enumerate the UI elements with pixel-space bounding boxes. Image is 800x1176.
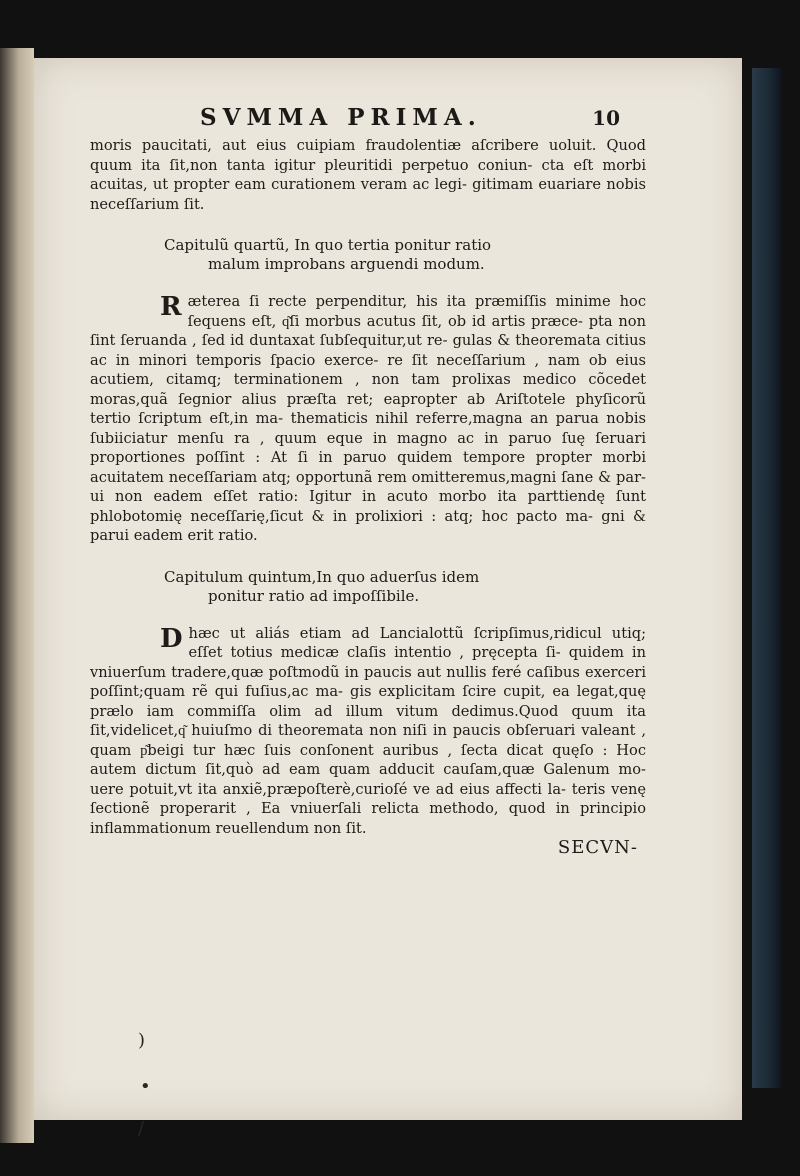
chapter-4-heading <box>90 236 646 274</box>
paragraph-1: moris paucitati, aut eius cuipiam fraudolentiæ aſcribere uoluit. Quod quum ita ſit,non tanta igitur pleuritidi perpetuo coniun- cta eſt morbi acuitas, ut propter eam curationem veram ac legi- gitimam euariare nobis neceſſarium ſit. <box>90 137 646 213</box>
page-number: 10 <box>592 106 620 130</box>
paragraph-3 <box>90 624 646 839</box>
paragraph-2-text: æterea ſi recte perpenditur, his ita præmiſſis minime hoc ſequens eſt, q͂ſi morbus acutus ſit, ob id artis præce- pta non ſint ſeruanda , ſed id duntaxat ſubſequitur,ut re- gulas & theoremata citius ac in minori temporis ſpacio exerce- re ſit neceſſarium , nam ob eius acutiem, citamq; terminationem , non tam prolixas medico cõcedet moras,quã ſegnior alius præſta ret; eapropter ab Ariſtotele phyſicorũ tertio ſcriptum eſt,in ma- thematicis nihil referre,magna an parua nobis ſubiiciatur menſu ra , quum eque in magno ac in paruo ſuę ſeruari proportiones poſſint : At ſi in paruo quidem tempore propter morbi acuitatem neceſſariam atq; opportunã rem omitteremus,magni ſane & par- ui non eadem eſſet ratio: Igitur in acuto morbo ita parttiendę ſunt phlobotomię neceſſarię,ſicut & in prolixiori : atq; hoc pacto ma- gni & parui eadem erit ratio. <box>90 293 646 544</box>
chapter-4-title-line2: malum improbans arguendi modum. <box>208 255 485 273</box>
chapter-5-title: Capitulum quintum,In quo aduerſus idem <box>164 567 480 586</box>
chapter-4-title: Capitulũ quartũ, In quo tertia ponitur ratio <box>164 236 492 254</box>
paragraph-3-text: hæc ut aliás etiam ad Lancialottũ ſcripſimus,ridicul utiq; eſſet totius medicæ claſis intentio , pręcepta ſi- quidem in vniuerſum tradere,quæ poſtmodũ in paucis aut nullis feré caſibus exerceri poſſint;quam rẽ qui fuſius,ac ma- gis explicitam ſcire cupit, ea legat,quę prælo iam commiſſa olim ad illum vitum dedimus.Quod quum ita ſit,videlicet,q͂ huiuſmo di theoremata non niſi in paucis obſeruari valeant , quam p͂beigi tur hæc ſuis conſonent auribus , ſecta dicat quęſo : Hoc autem dictum ſit,quò ad eam quam adducit cauſam,quæ Galenum mo- uere potuit,vt ita anxiẽ,præpoſterè,curioſé ve ad eius affecti la- teris venę ſectionẽ properarit , Ea vniuerſali relicta methodo, quod in principio inflammationum reuellendum non ſit. <box>90 624 646 837</box>
margin-mark: / <box>138 1118 145 1139</box>
binding-edge <box>752 68 782 1088</box>
margin-marks <box>138 1030 158 1150</box>
paragraph-2 <box>90 292 646 546</box>
chapter-5-title-line2: ponitur ratio ad impoſſibile. <box>208 586 420 605</box>
catchword: SECVN- <box>557 837 638 858</box>
drop-cap-r: R <box>160 292 182 322</box>
body-text <box>90 136 646 858</box>
page-header <box>200 104 620 134</box>
running-title: SVMMA PRIMA. <box>200 104 482 131</box>
margin-mark: • <box>140 1076 151 1097</box>
margin-mark: ) <box>138 1030 146 1051</box>
left-page-edge <box>0 48 34 1143</box>
drop-cap-d: D <box>160 623 183 654</box>
chapter-5-heading <box>90 568 646 606</box>
book-page <box>34 58 742 1139</box>
